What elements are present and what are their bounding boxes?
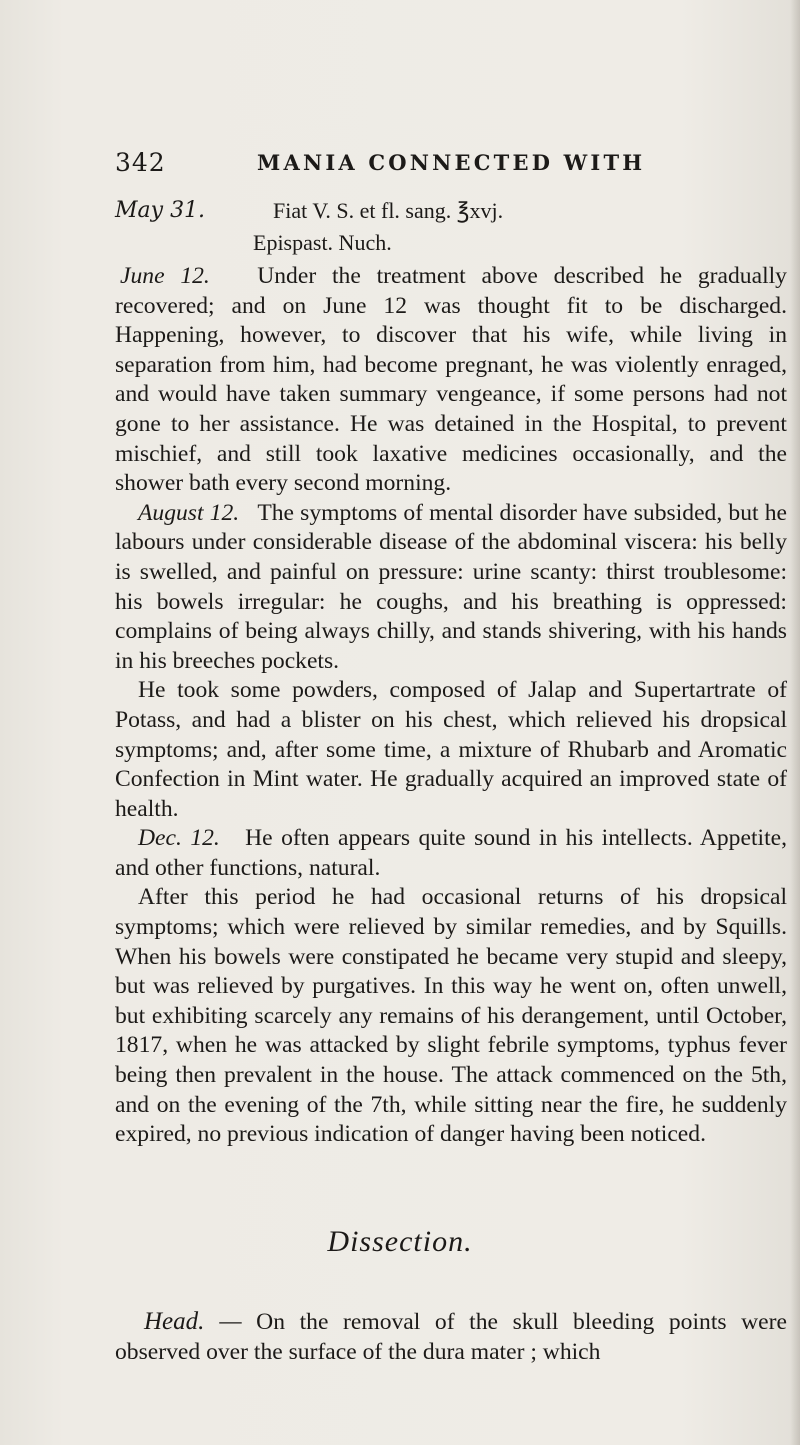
paragraph-text: He often appears quite sound in his intellects. Appetite, and other functions, natural. — [115, 825, 787, 881]
paragraph-powders — [115, 676, 787, 824]
paragraph-august-12 — [115, 499, 787, 677]
paragraph-text: The symptoms of mental disorder have subsided, but he labours under considerable disease of the abdominal viscera: his belly is swelled, and painful on pressure: urine scanty: thirst troublesome: his bowels irregular: he coughs, and his breathing is oppressed: complains of being always chilly, and stands shivering, with his hands in his breeches pockets. — [115, 499, 787, 674]
case-notes — [115, 262, 787, 1150]
prescription-line: Fiat V. S. et fl. sang. ℥xvj. — [273, 198, 504, 223]
paragraph-text: Under the treatment above described he gradually recovered; and on June 12 was thought fit to be discharged. Happening, however, to discover that his wife, while living in separation from him, had become pregnant, he was violently enraged, and would have taken summary vengeance, if some persons had not gone to her assistance. He was detained in the Hospital, to prevent mischief, and still took laxative medicines occasionally, and the shower bath every second morning. — [115, 263, 787, 497]
paragraph-head — [115, 1307, 787, 1367]
section-title-dissection: Dissection. — [327, 1225, 473, 1258]
paragraph-text: He took some powders, composed of Jalap and Supertartrate of Potass, and had a blister on his chest, which relieved his dropsical symptoms; and, after some time, a mixture of Rhubarb and Aromatic Confection in Mint water. He gradually acquired an improved state of health. — [115, 677, 787, 822]
entry-date: May 31. — [115, 198, 206, 223]
page-number: 342 — [115, 148, 166, 177]
running-title: MANIA CONNECTED WITH — [257, 150, 646, 175]
entry-date: June 12. — [120, 263, 210, 289]
entry-date: Dec. 12. — [138, 825, 220, 852]
paragraph-after — [115, 883, 787, 1149]
paragraph-june-12 — [115, 262, 787, 499]
page-header — [115, 148, 775, 178]
entry-date: August 12. — [138, 499, 240, 526]
paragraph-text: After this period he had occasional returns of his dropsical symptoms; which were relieved by similar remedies, and by Squills. When his bowels were constipated he became very stupid and sleepy, but was relieved by purgatives. In this way he went on, often unwell, but exhibiting scarcely any remains of his derangement, until October, 1817, when he was attacked by slight febrile symptoms, typhus fever being then prevalent in the house. The attack commenced on the 5th, and on the evening of the 7th, while sitting near the fire, he suddenly expired, no previous indication of danger having been noticed. — [115, 884, 787, 1148]
paragraph-dec-12 — [115, 824, 787, 883]
dissection-notes — [115, 1307, 787, 1367]
prescription-line: Epispast. Nuch. — [253, 230, 392, 255]
paragraph-text: On the removal of the skull bleeding points were observed over the surface of the dura mater ; which — [115, 1309, 787, 1365]
subsection-label: Head. — — [144, 1308, 242, 1335]
